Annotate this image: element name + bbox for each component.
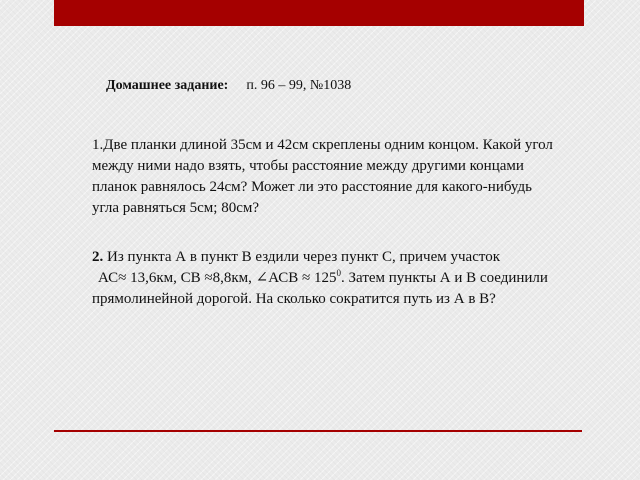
task-1 bbox=[92, 135, 612, 219]
homework-line bbox=[106, 78, 351, 94]
task-1-line: между ними надо взять, чтобы расстояние между другими концами bbox=[92, 158, 524, 174]
task-1-line: 1.Две планки длиной 35см и 42см скреплены одним концом. Какой угол bbox=[92, 137, 553, 153]
bottom-divider bbox=[54, 430, 582, 432]
task-2-line-1-text: Из пункта А в пункт В ездили через пункт С, причем участок bbox=[103, 249, 501, 265]
homework-value: п. 96 – 99, №1038 bbox=[246, 78, 352, 93]
task-2-line-2 bbox=[92, 268, 612, 289]
task-2-number: 2. bbox=[92, 249, 104, 265]
task-1-line: угла равняться 5см; 80см? bbox=[92, 200, 260, 216]
homework-label: Домашнее задание: bbox=[106, 78, 229, 93]
task-2-line-1 bbox=[92, 247, 612, 268]
top-accent-bar bbox=[54, 0, 584, 26]
task-2-line-2-text: АС≈ 13,6км, СВ ≈8,8км, ∠АСВ ≈ 125 bbox=[98, 270, 337, 286]
degree-superscript: 0 bbox=[336, 268, 342, 278]
task-1-line: планок равнялось 24см? Может ли это расстояние для какого-нибудь bbox=[92, 179, 532, 195]
task-2 bbox=[92, 247, 612, 310]
task-2-line-2-tail: . Затем пункты А и В соединили bbox=[341, 270, 548, 286]
task-2-line-3: прямолинейной дорогой. На сколько сократится путь из А в В? bbox=[92, 291, 496, 307]
